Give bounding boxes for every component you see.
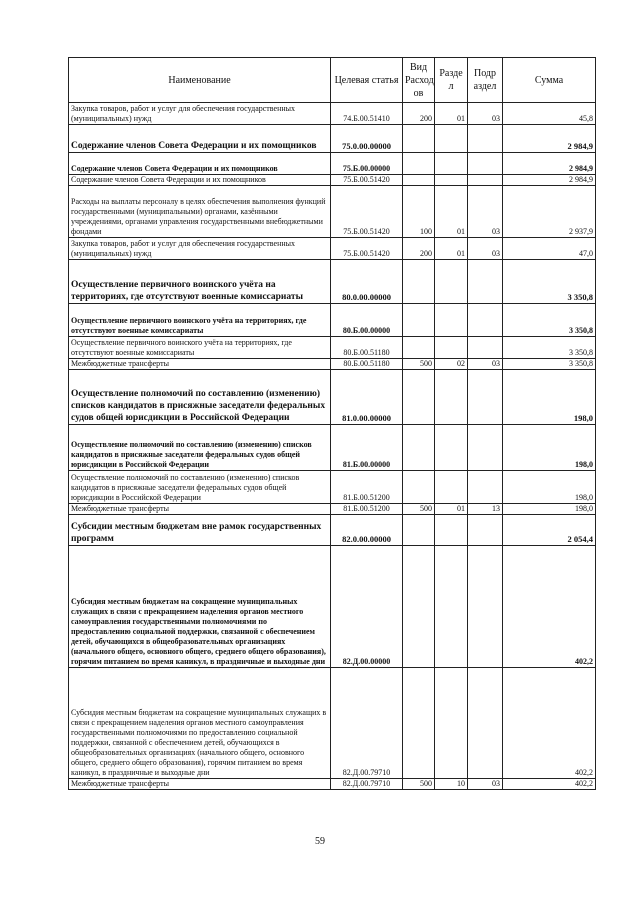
table-row (69, 515, 596, 546)
row-podrazdel (468, 304, 503, 337)
row-podrazdel (468, 370, 503, 425)
header-sum: Сумма (503, 58, 596, 103)
row-name: Содержание членов Совета Федерации и их помощников (69, 153, 331, 175)
row-vid: 100 (403, 186, 435, 238)
row-vid (403, 425, 435, 471)
row-name: Субсидии местным бюджетам вне рамок государственных программ (69, 515, 331, 546)
row-vid: 200 (403, 238, 435, 260)
row-name: Осуществление первичного воинского учёта на территориях, где отсутствуют военные комиссариаты (69, 304, 331, 337)
row-code: 75.Б.00.00000 (331, 153, 403, 175)
row-vid (403, 471, 435, 504)
header-subsection: Подр аздел (468, 58, 503, 103)
row-sum: 2 937,9 (503, 186, 596, 238)
row-podrazdel (468, 260, 503, 304)
row-vid (403, 175, 435, 186)
row-razdel (435, 175, 468, 186)
row-name: Осуществление первичного воинского учёта на территориях, где отсутствуют военные комиссариаты (69, 337, 331, 359)
row-sum: 47,0 (503, 238, 596, 260)
header-name: Наименование (69, 58, 331, 103)
row-razdel (435, 153, 468, 175)
row-name: Осуществление первичного воинского учёта на территориях, где отсутствуют военные комиссариаты (69, 260, 331, 304)
row-name: Межбюджетные трансферты (69, 504, 331, 515)
row-name: Субсидия местным бюджетам на сокращение муниципальных служащих в связи с прекращением наделения органов местного самоуправления государственными полномочиями по предоставлению социальной поддержки, связанной с обеспечением детей, обучающихся в общеобразовательных организациях (начального общего, основного общего, среднего общего образования), горячим питанием во время каникул, в праздничные и выходные дни (69, 546, 331, 668)
table-row (69, 186, 596, 238)
table-row (69, 175, 596, 186)
table-row (69, 153, 596, 175)
row-code: 80.0.00.00000 (331, 260, 403, 304)
row-name: Межбюджетные трансферты (69, 779, 331, 790)
row-sum: 198,0 (503, 425, 596, 471)
row-podrazdel: 03 (468, 238, 503, 260)
row-name: Содержание членов Совета Федерации и их помощников (69, 125, 331, 153)
row-razdel (435, 370, 468, 425)
row-podrazdel: 03 (468, 359, 503, 370)
table-row (69, 370, 596, 425)
row-sum: 2 984,9 (503, 175, 596, 186)
row-podrazdel (468, 515, 503, 546)
row-name: Осуществление полномочий по составлению (изменению) списков кандидатов в присяжные заседатели федеральных судов общей юрисдикции в Российской Федерации (69, 425, 331, 471)
row-vid: 500 (403, 779, 435, 790)
row-razdel (435, 471, 468, 504)
budget-table (68, 57, 596, 790)
row-razdel: 01 (435, 238, 468, 260)
table-row (69, 471, 596, 504)
row-sum: 198,0 (503, 471, 596, 504)
row-sum: 3 350,8 (503, 304, 596, 337)
row-razdel (435, 515, 468, 546)
row-sum: 198,0 (503, 370, 596, 425)
row-code: 82.Д.00.79710 (331, 668, 403, 779)
row-razdel (435, 425, 468, 471)
row-sum: 3 350,8 (503, 337, 596, 359)
table-row (69, 546, 596, 668)
page-number: 59 (315, 836, 325, 847)
row-sum: 2 054,4 (503, 515, 596, 546)
header-expense-type: Вид Расход ов (403, 58, 435, 103)
row-vid (403, 153, 435, 175)
row-name: Закупка товаров, работ и услуг для обеспечения государственных (муниципальных) нужд (69, 103, 331, 125)
row-vid (403, 546, 435, 668)
row-code: 82.0.00.00000 (331, 515, 403, 546)
row-vid (403, 125, 435, 153)
table-row (69, 103, 596, 125)
header-section: Разде л (435, 58, 468, 103)
row-vid (403, 337, 435, 359)
row-sum: 402,2 (503, 779, 596, 790)
row-razdel: 01 (435, 103, 468, 125)
row-razdel (435, 668, 468, 779)
row-podrazdel (468, 425, 503, 471)
row-code: 80.Б.00.51180 (331, 359, 403, 370)
row-vid: 500 (403, 359, 435, 370)
table-row (69, 304, 596, 337)
row-name: Содержание членов Совета Федерации и их помощников (69, 175, 331, 186)
row-razdel (435, 125, 468, 153)
row-vid (403, 370, 435, 425)
row-vid: 200 (403, 103, 435, 125)
table-row (69, 668, 596, 779)
row-code: 81.0.00.00000 (331, 370, 403, 425)
row-name: Закупка товаров, работ и услуг для обеспечения государственных (муниципальных) нужд (69, 238, 331, 260)
row-podrazdel (468, 125, 503, 153)
row-name: Осуществление полномочий по составлению (изменению) списков кандидатов в присяжные заседатели федеральных судов общей юрисдикции в Российской Федерации (69, 471, 331, 504)
row-podrazdel (468, 668, 503, 779)
row-vid (403, 304, 435, 337)
table-row (69, 504, 596, 515)
row-sum: 2 984,9 (503, 153, 596, 175)
row-podrazdel: 03 (468, 103, 503, 125)
row-sum: 3 350,8 (503, 260, 596, 304)
row-razdel: 10 (435, 779, 468, 790)
row-code: 74.Б.00.51410 (331, 103, 403, 125)
row-sum: 3 350,8 (503, 359, 596, 370)
row-razdel (435, 337, 468, 359)
row-razdel (435, 304, 468, 337)
row-vid (403, 668, 435, 779)
row-code: 80.Б.00.00000 (331, 304, 403, 337)
row-razdel: 02 (435, 359, 468, 370)
row-code: 81.Б.00.00000 (331, 425, 403, 471)
row-code: 75.0.00.00000 (331, 125, 403, 153)
row-podrazdel: 03 (468, 186, 503, 238)
row-name: Расходы на выплаты персоналу в целях обеспечения выполнения функций государственными (муниципальными) органами, казёнными учреждениями, органами управления государственными внебюджетными фондами (69, 186, 331, 238)
table-row (69, 125, 596, 153)
table-row (69, 425, 596, 471)
row-podrazdel: 13 (468, 504, 503, 515)
row-code: 75.Б.00.51420 (331, 175, 403, 186)
row-sum: 198,0 (503, 504, 596, 515)
row-sum: 45,8 (503, 103, 596, 125)
row-code: 82.Д.00.79710 (331, 779, 403, 790)
row-name: Осуществление полномочий по составлению (изменению) списков кандидатов в присяжные заседатели федеральных судов общей юрисдикции в Российской Федерации (69, 370, 331, 425)
row-podrazdel (468, 153, 503, 175)
row-code: 80.Б.00.51180 (331, 337, 403, 359)
row-code: 75.Б.00.51420 (331, 186, 403, 238)
row-code: 82.Д.00.00000 (331, 546, 403, 668)
row-podrazdel (468, 471, 503, 504)
row-vid: 500 (403, 504, 435, 515)
row-sum: 402,2 (503, 546, 596, 668)
row-razdel: 01 (435, 504, 468, 515)
row-podrazdel: 03 (468, 779, 503, 790)
row-sum: 402,2 (503, 668, 596, 779)
table-row (69, 337, 596, 359)
table-row (69, 238, 596, 260)
row-sum: 2 984,9 (503, 125, 596, 153)
row-name: Субсидия местным бюджетам на сокращение муниципальных служащих в связи с прекращением наделения органов местного самоуправления государственными полномочиями по предоставлению социальной поддержки, связанной с обеспечением детей, обучающихся в общеобразовательных организациях (начального общего, основного общего, среднего общего образования), горячим питанием во время каникул, в праздничные и выходные дни (69, 668, 331, 779)
row-razdel (435, 546, 468, 668)
row-code: 81.Б.00.51200 (331, 471, 403, 504)
row-podrazdel (468, 337, 503, 359)
row-code: 75.Б.00.51420 (331, 238, 403, 260)
table-row (69, 260, 596, 304)
row-razdel: 01 (435, 186, 468, 238)
row-razdel (435, 260, 468, 304)
row-podrazdel (468, 175, 503, 186)
table-row (69, 779, 596, 790)
table-header-row (69, 58, 596, 103)
table-row (69, 359, 596, 370)
row-podrazdel (468, 546, 503, 668)
row-vid (403, 260, 435, 304)
row-name: Межбюджетные трансферты (69, 359, 331, 370)
header-target-article: Целевая статья (331, 58, 403, 103)
row-vid (403, 515, 435, 546)
row-code: 81.Б.00.51200 (331, 504, 403, 515)
